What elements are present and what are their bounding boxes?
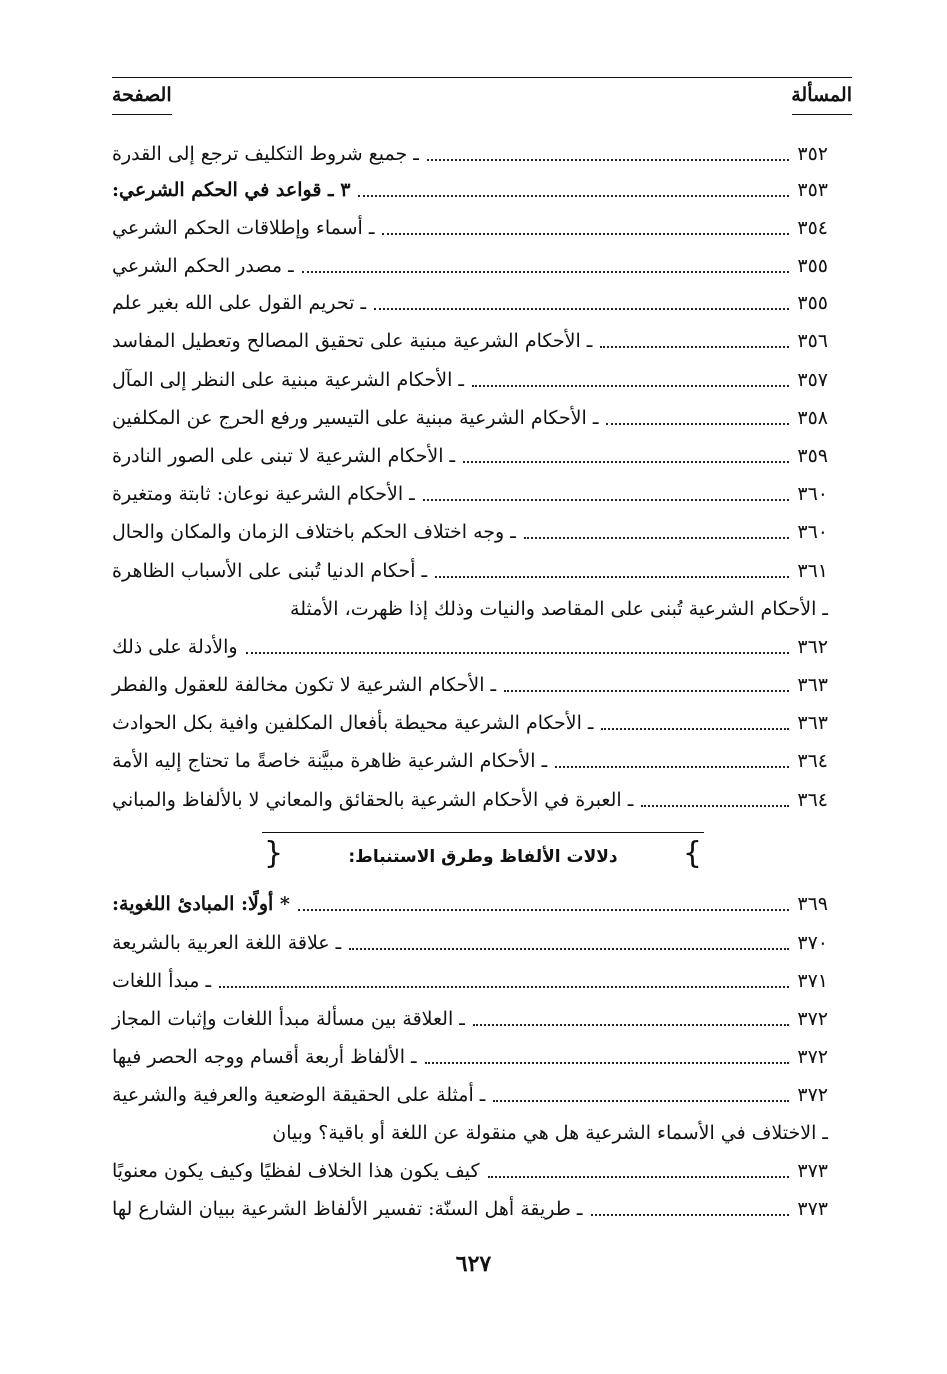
toc-entry-page: ٣٦٤	[797, 789, 828, 811]
toc-entry	[112, 925, 828, 961]
toc-entry-text: ـ الأحكام الشرعية ظاهرة مبيَّنة خاصةً ما تحتاج إليه الأمة	[112, 750, 548, 772]
dot-leader	[473, 1024, 790, 1026]
toc-entry-page: ٣٦٢	[797, 636, 828, 658]
toc-entry	[112, 136, 828, 172]
toc-entry-page: ٣٧٢	[797, 1046, 828, 1068]
toc-entry	[112, 476, 828, 512]
toc-entry-page: ٣٦١	[797, 560, 828, 582]
toc-entry-text: كيف يكون هذا الخلاف لفظيًا وكيف يكون معنويًا	[112, 1160, 480, 1182]
toc-entry-first-line: ـ الاختلاف في الأسماء الشرعية هل هي منقولة عن اللغة أو باقية؟ وبيان	[272, 1122, 828, 1144]
dot-leader	[524, 537, 790, 539]
toc-entry	[112, 1039, 828, 1075]
toc-entry-page: ٣٧٢	[797, 1084, 828, 1106]
dot-leader	[246, 652, 790, 654]
dot-leader	[472, 385, 789, 387]
toc-entry-text: ـ الأحكام الشرعية لا تكون مخالفة للعقول والفطر	[112, 674, 497, 696]
toc-entry-page: ٣٥٩	[797, 445, 828, 467]
toc-entry-text: ـ أمثلة على الحقيقة الوضعية والعرفية والشرعية	[112, 1084, 486, 1106]
toc-entry	[112, 743, 828, 779]
toc-entry-text: ـ مبدأ اللغات	[112, 970, 212, 992]
dot-leader	[427, 159, 790, 161]
toc-entry-text: ـ أسماء وإطلاقات الحكم الشرعي	[112, 217, 375, 239]
toc-entry-text: ـ العلاقة بين مسألة مبدأ اللغات وإثبات المجاز	[112, 1008, 465, 1030]
toc-entry	[112, 1001, 828, 1037]
toc-entry-text: ـ الأحكام الشرعية لا تبنى على الصور النادرة	[112, 445, 456, 467]
toc-entry-page: ٣٦٠	[797, 483, 828, 505]
toc-entry-text: ـ الأحكام الشرعية مبنية على تحقيق المصالح وتعطيل المفاسد	[112, 330, 593, 352]
toc-entry	[112, 323, 828, 359]
toc-entry-page: ٣٥٤	[797, 217, 828, 239]
toc-entry	[112, 963, 828, 999]
toc-entry-text: ـ تحريم القول على الله بغير علم	[112, 292, 367, 314]
toc-entry	[112, 629, 828, 665]
brace-left-ornament: }	[264, 836, 284, 871]
header-page-underline	[112, 114, 172, 115]
page-number: ٦٢٧	[455, 1251, 492, 1277]
dot-leader	[504, 690, 789, 692]
toc-entry-text: ـ الأحكام الشرعية نوعان: ثابتة ومتغيرة	[112, 483, 415, 505]
section-title: دلالات الألفاظ وطرق الاستنباط:	[348, 847, 618, 867]
toc-entry-page: ٣٥٣	[797, 179, 828, 201]
toc-entry-first-line: ـ الأحكام الشرعية تُبنى على المقاصد والنيات وذلك إذا ظهرت، الأمثلة	[290, 598, 828, 620]
toc-entry-page: ٣٥٥	[797, 255, 828, 277]
toc-entry-page: ٣٥٥	[797, 292, 828, 314]
dot-leader	[425, 1062, 790, 1064]
dot-leader	[349, 948, 789, 950]
toc-entry-page: ٣٥٧	[797, 369, 828, 391]
toc-entry-page: ٣٧١	[797, 970, 828, 992]
dot-leader	[591, 1214, 790, 1216]
toc-entry-page: ٣٦٩	[797, 893, 828, 915]
toc-entry-page: ٣٦٠	[797, 521, 828, 543]
header-issue-label: المسألة	[791, 84, 852, 106]
toc-entry	[112, 248, 828, 284]
toc-entry	[112, 553, 828, 589]
dot-leader	[435, 576, 789, 578]
toc-entry-page: ٣٦٤	[797, 750, 828, 772]
toc-entry-page: ٣٧٣	[797, 1198, 828, 1220]
toc-entry	[112, 400, 828, 436]
toc-entry-text: ـ الأحكام الشرعية مبنية على النظر إلى المآل	[112, 369, 464, 391]
toc-section-heading	[112, 172, 828, 208]
dot-leader	[463, 461, 789, 463]
dot-leader	[606, 423, 789, 425]
dot-leader	[298, 909, 790, 911]
dot-leader	[382, 233, 789, 235]
toc-entry-text: * أولًا: المبادئ اللغوية:	[112, 893, 290, 915]
toc-entry-page: ٣٧٢	[797, 1008, 828, 1030]
toc-entry-page: ٣٥٢	[797, 143, 828, 165]
toc-entry-text: ـ مصدر الحكم الشرعي	[112, 255, 294, 277]
dot-leader	[219, 986, 789, 988]
toc-entry	[112, 705, 828, 741]
dot-leader	[555, 766, 789, 768]
toc-entry-text: ـ الأحكام الشرعية مبنية على التيسير ورفع الحرج عن المكلفين	[112, 407, 599, 429]
toc-entry-text: والأدلة على ذلك	[112, 636, 238, 658]
toc-entry-text: ـ العبرة في الأحكام الشرعية بالحقائق والمعاني لا بالألفاظ والمباني	[112, 789, 634, 811]
toc-entry-page: ٣٧٣	[797, 1160, 828, 1182]
dot-leader	[374, 308, 789, 310]
toc-entry	[112, 1077, 828, 1113]
toc-entry-text: ـ طريقة أهل السنّة: تفسير الألفاظ الشرعية ببيان الشارع لها	[112, 1198, 583, 1220]
toc-entry-text: ـ علاقة اللغة العربية بالشريعة	[112, 932, 342, 954]
toc-entry	[112, 362, 828, 398]
toc-entry-text: ـ وجه اختلاف الحكم باختلاف الزمان والمكان والحال	[112, 521, 516, 543]
toc-section-heading	[112, 886, 828, 922]
toc-entry-page: ٣٦٣	[797, 712, 828, 734]
toc-entry	[112, 1191, 828, 1227]
toc-entry-page: ٣٥٦	[797, 330, 828, 352]
toc-entry-text: ـ جميع شروط التكليف ترجع إلى القدرة	[112, 143, 419, 165]
toc-entry	[112, 782, 828, 818]
section-heading-box	[262, 832, 704, 885]
dot-leader	[641, 805, 789, 807]
header-issue-underline	[792, 114, 852, 115]
header-rule	[112, 77, 852, 78]
toc-entry-page: ٣٥٨	[797, 407, 828, 429]
toc-entry	[112, 438, 828, 474]
toc-entry-page: ٣٧٠	[797, 932, 828, 954]
dot-leader	[488, 1176, 790, 1178]
toc-entry	[112, 514, 828, 550]
toc-entry-text: ٣ ـ قواعد في الحكم الشرعي:	[112, 179, 351, 201]
toc-entry-text: ـ أحكام الدنيا تُبنى على الأسباب الظاهرة	[112, 560, 428, 582]
header-page-label: الصفحة	[112, 84, 172, 106]
toc-entry	[112, 1153, 828, 1189]
dot-leader	[302, 271, 790, 273]
toc-entry-text: ـ الأحكام الشرعية محيطة بأفعال المكلفين وافية بكل الحوادث	[112, 712, 594, 734]
dot-leader	[423, 499, 790, 501]
dot-leader	[600, 346, 789, 348]
toc-entry	[112, 210, 828, 246]
toc-entry-page: ٣٦٣	[797, 674, 828, 696]
toc-entry-text: ـ الألفاظ أربعة أقسام ووجه الحصر فيها	[112, 1046, 417, 1068]
dot-leader	[358, 195, 789, 197]
toc-entry	[112, 285, 828, 321]
dot-leader	[601, 728, 789, 730]
brace-right-ornament: {	[682, 836, 702, 871]
toc-entry	[112, 667, 828, 703]
dot-leader	[493, 1100, 789, 1102]
